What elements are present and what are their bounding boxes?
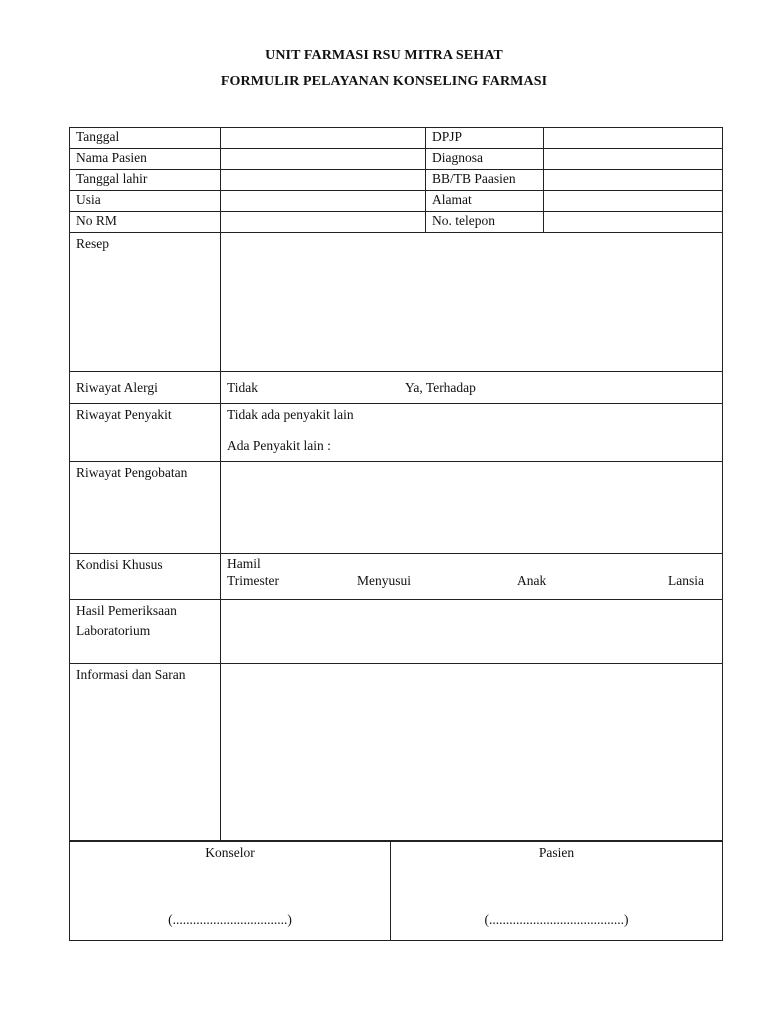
section-label-riwayat-pengobatan: Riwayat Pengobatan — [70, 462, 221, 554]
field-input-dpjp[interactable] — [544, 128, 723, 149]
field-input-alamat[interactable] — [544, 191, 723, 212]
field-input-tanggal-lahir[interactable] — [221, 170, 426, 191]
section-label-resep: Resep — [70, 233, 221, 372]
table-row — [70, 600, 723, 664]
condition-option-trimester[interactable]: Trimester — [227, 573, 280, 588]
table-row — [70, 191, 723, 212]
field-label-diagnosa: Diagnosa — [426, 149, 544, 170]
signature-konselor-line: (..................................) — [168, 912, 292, 927]
section-label-informasi-saran: Informasi dan Saran — [70, 664, 221, 841]
condition-option-lansia[interactable]: Lansia — [668, 573, 704, 588]
signature-konselor-box[interactable] — [70, 842, 391, 941]
section-input-resep[interactable] — [221, 233, 723, 372]
signature-table — [69, 841, 723, 941]
counseling-form-table — [69, 127, 723, 841]
table-row — [70, 554, 723, 600]
field-label-dpjp: DPJP — [426, 128, 544, 149]
section-label-riwayat-penyakit: Riwayat Penyakit — [70, 404, 221, 462]
field-input-no-telepon[interactable] — [544, 212, 723, 233]
signature-pasien-box[interactable] — [391, 842, 723, 941]
section-input-riwayat-alergi[interactable] — [221, 372, 723, 404]
section-input-riwayat-penyakit[interactable] — [221, 404, 723, 462]
section-input-hasil-lab[interactable] — [221, 600, 723, 664]
table-row — [70, 233, 723, 372]
signature-pasien-line: (........................................) — [484, 912, 629, 927]
form-title-unit: UNIT FARMASI RSU MITRA SEHAT — [265, 48, 503, 63]
allergy-option-yes[interactable]: Ya, Terhadap — [405, 380, 476, 395]
field-input-nama-pasien[interactable] — [221, 149, 426, 170]
signature-konselor-label: Konselor — [205, 845, 255, 860]
lab-label-line1: Hasil Pemeriksaan — [76, 603, 177, 618]
field-input-no-rm[interactable] — [221, 212, 426, 233]
form-title-name: FORMULIR PELAYANAN KONSELING FARMASI — [220, 74, 548, 89]
field-input-diagnosa[interactable] — [544, 149, 723, 170]
table-row — [70, 842, 723, 941]
section-input-riwayat-pengobatan[interactable] — [221, 462, 723, 554]
table-row — [70, 170, 723, 191]
table-row — [70, 462, 723, 554]
section-input-kondisi-khusus[interactable] — [221, 554, 723, 600]
lab-label-line2: Laboratorium — [76, 623, 151, 638]
field-label-tanggal: Tanggal — [70, 128, 221, 149]
field-label-tanggal-lahir: Tanggal lahir — [70, 170, 221, 191]
field-input-bb-tb[interactable] — [544, 170, 723, 191]
table-row — [70, 128, 723, 149]
field-label-alamat: Alamat — [426, 191, 544, 212]
section-label-hasil-lab — [70, 600, 221, 664]
table-row — [70, 372, 723, 404]
field-input-usia[interactable] — [221, 191, 426, 212]
table-row — [70, 212, 723, 233]
field-label-nama-pasien: Nama Pasien — [70, 149, 221, 170]
condition-option-anak[interactable]: Anak — [517, 573, 547, 588]
field-label-no-telepon: No. telepon — [426, 212, 544, 233]
field-input-tanggal[interactable] — [221, 128, 426, 149]
section-label-riwayat-alergi: Riwayat Alergi — [70, 372, 221, 404]
condition-option-menyusui[interactable]: Menyusui — [357, 573, 411, 588]
disease-option-none[interactable]: Tidak ada penyakit lain — [227, 407, 354, 422]
signature-pasien-label: Pasien — [538, 845, 575, 860]
disease-option-other[interactable]: Ada Penyakit lain : — [227, 438, 331, 453]
condition-option-hamil[interactable]: Hamil — [227, 556, 261, 571]
section-label-kondisi-khusus: Kondisi Khusus — [70, 554, 221, 600]
field-label-no-rm: No RM — [70, 212, 221, 233]
table-row — [70, 404, 723, 462]
table-row — [70, 149, 723, 170]
table-row — [70, 664, 723, 841]
allergy-option-no[interactable]: Tidak — [227, 380, 259, 395]
field-label-usia: Usia — [70, 191, 221, 212]
section-input-informasi-saran[interactable] — [221, 664, 723, 841]
field-label-bb-tb: BB/TB Paasien — [426, 170, 544, 191]
